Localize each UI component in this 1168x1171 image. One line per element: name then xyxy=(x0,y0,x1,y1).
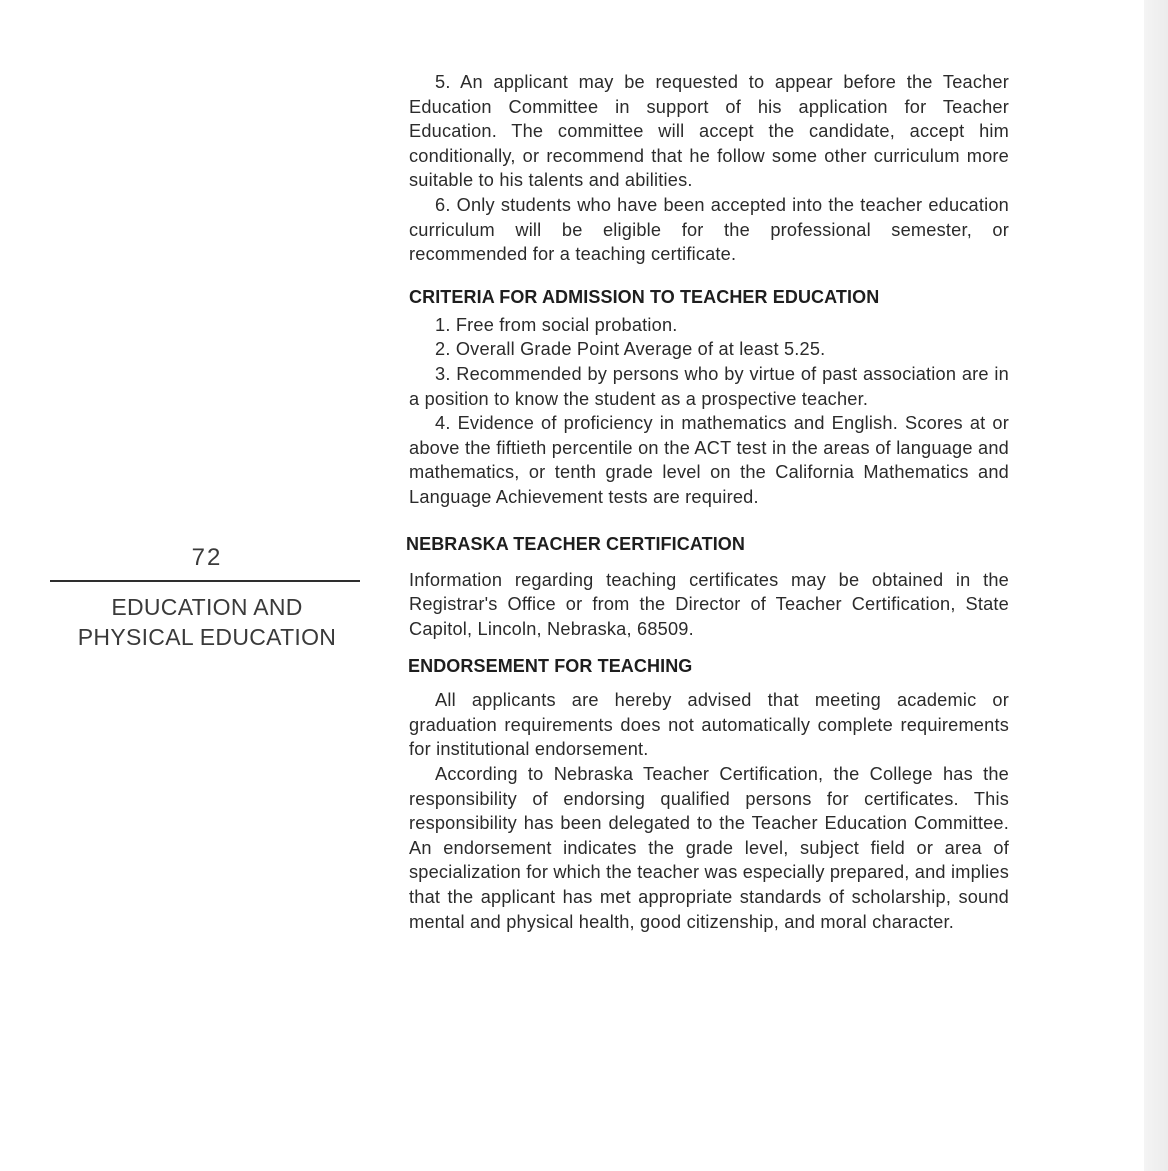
criteria-heading: CRITERIA FOR ADMISSION TO TEACHER EDUCATION xyxy=(409,286,880,307)
paragraph-item-5: 5. An applicant may be requested to appear before the Teacher Education Committee in support of his application for Teacher Education. The committee will accept the candidate, accept him conditionally, or recommend that he follow some other curriculum more suitable to his talents and abilities. xyxy=(409,72,1009,191)
criteria-item-3: 3. Recommended by persons who by virtue of past association are in a position to know the student as a prospective teacher. xyxy=(409,363,1009,409)
criteria-item-4: 4. Evidence of proficiency in mathematics and English. Scores at or above the fiftieth percentile on the ACT test in the areas of language and mathematics, or tenth grade level on the California Mathematics and Language Achievement tests are required. xyxy=(409,413,1009,507)
section-title xyxy=(54,592,360,652)
section-title-line-1: EDUCATION AND xyxy=(111,594,303,620)
section-title-line-2: PHYSICAL EDUCATION xyxy=(77,624,337,650)
endorsement-paragraph-2: According to Nebraska Teacher Certification, the College has the responsibility of endorsing qualified persons for certificates. This responsibility has been delegated to the Teacher Education Committee. An endorsement indicates the grade level, subject field or area of specialization for which the teacher was especially prepared, and implies that the applicant has met appropriate standards of scholarship, sound mental and physical health, good citizenship, and moral character. xyxy=(409,764,1009,932)
endorsement-paragraph-1: All applicants are hereby advised that meeting academic or graduation requirements does not automatically complete requirements for institutional endorsement. xyxy=(409,690,1009,760)
criteria-item-2: 2. Overall Grade Point Average of at least 5.25. xyxy=(435,339,826,360)
page-number: 72 xyxy=(191,544,223,571)
margin-divider xyxy=(50,580,360,582)
nebraska-certification-heading: NEBRASKA TEACHER CERTIFICATION xyxy=(406,533,745,554)
paragraph-item-6: 6. Only students who have been accepted into the teacher education curriculum will be eligible for the professional semester, or recommended for a teaching certificate. xyxy=(409,194,1009,265)
page-edge-shadow xyxy=(1144,0,1168,1171)
margin-column xyxy=(40,540,360,652)
nebraska-certification-text: Information regarding teaching certificates may be obtained in the Registrar's Office or from the Director of Teacher Certification, State Capitol, Lincoln, Nebraska, 68509. xyxy=(409,569,1009,639)
main-text-column xyxy=(406,70,1009,934)
endorsement-heading: ENDORSEMENT FOR TEACHING xyxy=(408,656,693,677)
criteria-item-1: 1. Free from social probation. xyxy=(435,314,678,335)
